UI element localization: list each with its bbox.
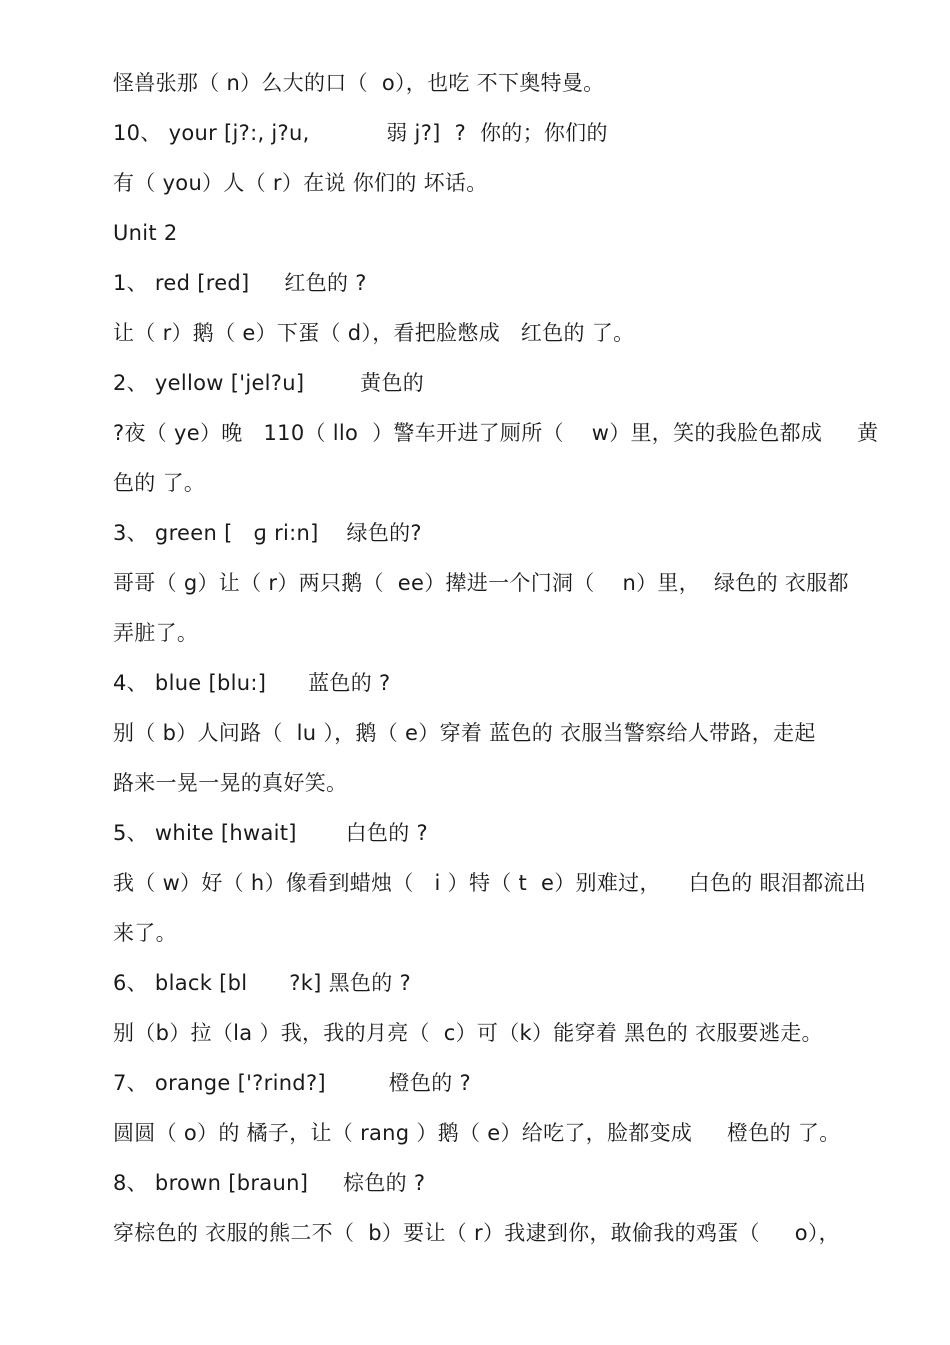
vocab-yellow: 2、 yellow ['jel?u] 黄色的 [113, 371, 425, 395]
mnemonic-white-line2: 来了。 [113, 921, 177, 945]
mnemonic-blue-line2: 路来一晃一晃的真好笑。 [113, 771, 348, 795]
vocab-green: 3、 green [ ɡ ri:n] 绿色的? [113, 521, 422, 545]
vocab-brown: 8、 brown [braun] 棕色的 ? [113, 1171, 426, 1195]
vocab-red: 1、 red [red] 红色的 ? [113, 271, 367, 295]
mnemonic-green-line1: 哥哥（ g）让（ r）两只鹅（ ee）撵进一个门洞（ n）里， 绿色的 衣服都 [113, 571, 849, 595]
vocab-blue: 4、 blue [blu:] 蓝色的 ? [113, 671, 391, 695]
vocab-white: 5、 white [hwait] 白色的 ? [113, 821, 428, 845]
unit-heading: Unit 2 [113, 221, 178, 245]
text-line-monster: 怪兽张那（ n）么大的口（ o），也吃 不下奥特曼。 [113, 71, 605, 95]
mnemonic-green-line2: 弄脏了。 [113, 621, 199, 645]
vocab-your: 10、 your [j?:, j?u, 弱 j?] ? 你的；你们的 [113, 121, 608, 145]
mnemonic-yellow-line2: 色的 了。 [113, 471, 206, 495]
mnemonic-your: 有（ you）人（ r）在说 你们的 坏话。 [113, 171, 488, 195]
mnemonic-blue-line1: 别（ b）人问路（ lu ），鹅（ e）穿着 蓝色的 衣服当警察给人带路，走起 [113, 721, 816, 745]
mnemonic-black: 别（b）拉（la ）我，我的月亮（ c）可（k）能穿着 黑色的 衣服要逃走。 [113, 1021, 823, 1045]
mnemonic-red: 让（ r）鹅（ e）下蛋（ d），看把脸憋成 红色的 了。 [113, 321, 635, 345]
mnemonic-brown: 穿棕色的 衣服的熊二不（ b）要让（ r）我逮到你，敢偷我的鸡蛋（ o）， [113, 1221, 840, 1245]
vocab-black: 6、 black [bl ?k] 黑色的 ? [113, 971, 411, 995]
mnemonic-white-line1: 我（ w）好（ h）像看到蜡烛（ i ）特（ t e）别难过， 白色的 眼泪都流出 [113, 871, 867, 895]
vocab-orange: 7、 orange ['?rind?] 橙色的 ? [113, 1071, 471, 1095]
mnemonic-orange: 圆圆（ o）的 橘子，让（ rang ）鹅（ e）给吃了，脸都变成 橙色的 了。 [113, 1121, 841, 1145]
mnemonic-yellow-line1: ?夜（ ye）晚 110（ llo ）警车开进了厕所（ w）里，笑的我脸色都成 黄 [113, 421, 879, 445]
